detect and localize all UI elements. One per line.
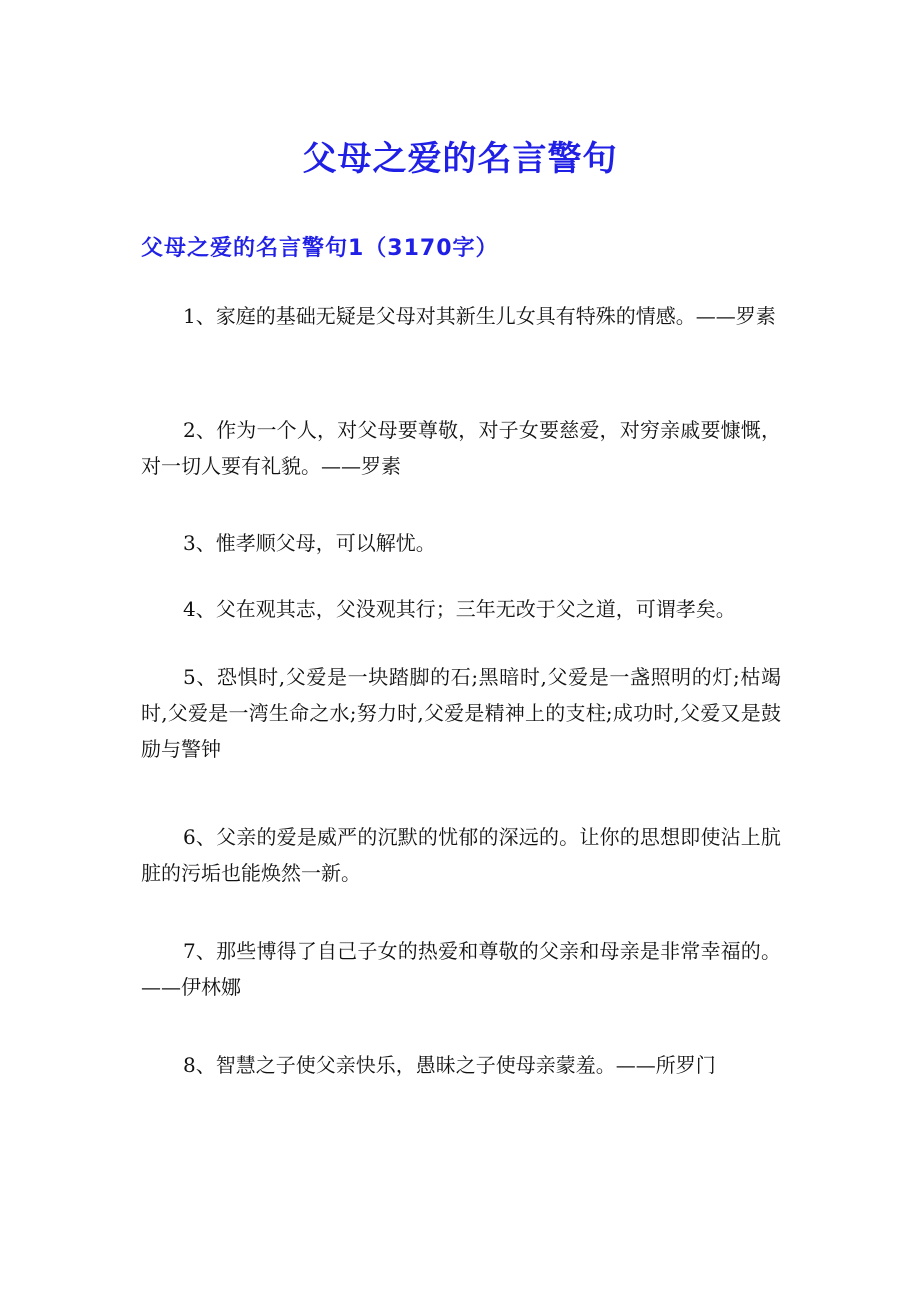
section-heading: 父母之爱的名言警句1（3170字）	[141, 236, 499, 261]
quote-paragraph-1: 1、家庭的基础无疑是父母对其新生儿女具有特殊的情感。——罗素	[183, 304, 776, 328]
document-title: 父母之爱的名言警句	[302, 139, 618, 179]
quote-paragraph-4: 4、父在观其志，父没观其行；三年无改于父之道，可谓孝矣。	[183, 597, 736, 621]
quote-paragraph-6: 6、父亲的爱是威严的沉默的忧郁的深远的。让你的思想即使沾上肮脏的污垢也能焕然一新。	[141, 825, 781, 885]
quote-paragraph-2: 2、作为一个人，对父母要尊敬，对子女要慈爱，对穷亲戚要慷慨，对一切人要有礼貌。——罗素	[141, 418, 781, 478]
quote-paragraph-5: 5、恐惧时,父爱是一块踏脚的石;黑暗时,父爱是一盏照明的灯;枯竭时,父爱是一湾生命之水;努力时,父爱是精神上的支柱;成功时,父爱又是鼓励与警钟	[141, 665, 781, 761]
quote-paragraph-8: 8、智慧之子使父亲快乐，愚昧之子使母亲蒙羞。——所罗门	[183, 1053, 716, 1077]
quote-paragraph-3: 3、惟孝顺父母，可以解忧。	[183, 531, 436, 555]
quote-paragraph-7: 7、那些博得了自己子女的热爱和尊敬的父亲和母亲是非常幸福的。——伊林娜	[141, 939, 781, 999]
